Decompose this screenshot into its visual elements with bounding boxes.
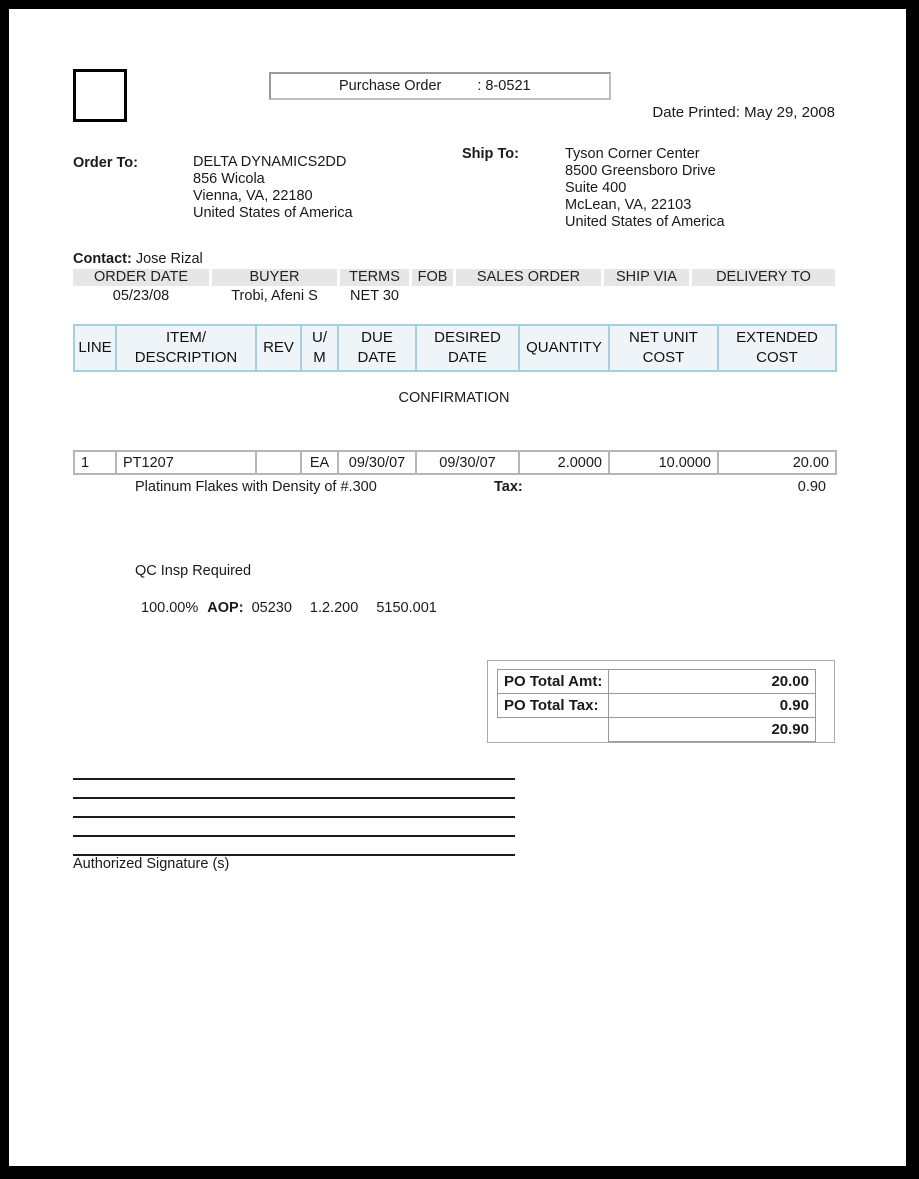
authorized-signature-label: Authorized Signature (s) <box>73 856 230 872</box>
order-info-header-sales-order: SALES ORDER <box>456 269 601 286</box>
aop-value: 5150.001 <box>376 600 437 616</box>
aop-percent: 100.00% <box>141 600 199 616</box>
order-info-header-terms: TERMS <box>340 269 409 286</box>
order-info-table <box>73 269 835 305</box>
quantity-cell: 2.0000 <box>519 451 609 474</box>
po-total-tax-label: PO Total Tax: <box>497 693 609 718</box>
col-header-quantity: QUANTITY <box>519 325 609 371</box>
order-info-header-delivery-to: DELIVERY TO <box>692 269 835 286</box>
line-item-row <box>73 450 837 475</box>
po-total-amt-label: PO Total Amt: <box>497 669 609 694</box>
po-totals-box <box>487 660 835 743</box>
col-header-net-unit-cost: NET UNIT COST <box>609 325 718 371</box>
order-date-value: 05/23/08 <box>112 288 170 304</box>
ship-to-line: Suite 400 <box>565 180 627 196</box>
aop-label: AOP: <box>207 600 244 616</box>
qc-inspection-note: QC Insp Required <box>135 563 252 579</box>
ship-to-address <box>565 146 725 231</box>
col-header-item-description: ITEM/ DESCRIPTION <box>116 325 256 371</box>
contact-line <box>73 251 203 267</box>
ship-to-line: Tyson Corner Center <box>565 146 700 162</box>
col-header-desired-date: DESIRED DATE <box>416 325 519 371</box>
line-number-cell: 1 <box>74 451 116 474</box>
signature-line <box>73 835 515 837</box>
col-header-extended-cost: EXTENDED COST <box>718 325 836 371</box>
signature-line <box>73 778 515 780</box>
logo-placeholder-box <box>73 69 127 122</box>
po-total-tax-value: 0.90 <box>608 693 816 718</box>
net-unit-cost-cell: 10.0000 <box>609 451 718 474</box>
line-items-header-table <box>73 324 837 372</box>
po-grand-total-value: 20.90 <box>608 717 816 742</box>
col-header-line: LINE <box>74 325 116 371</box>
ship-via-value <box>604 288 689 305</box>
terms-value: NET 30 <box>350 288 399 304</box>
tax-value: 0.90 <box>797 479 826 495</box>
col-header-due-date: DUE DATE <box>338 325 416 371</box>
item-cell: PT1207 <box>116 451 256 474</box>
po-number: : 8-0521 <box>477 78 531 94</box>
aop-value: 1.2.200 <box>309 600 359 616</box>
order-info-header-fob: FOB <box>412 269 453 286</box>
contact-label: Contact: <box>73 251 132 267</box>
signature-line <box>73 797 515 799</box>
signature-line <box>73 816 515 818</box>
order-to-line: Vienna, VA, 22180 <box>193 188 313 204</box>
order-info-header-order-date: ORDER DATE <box>73 269 209 286</box>
document-page <box>9 9 906 1166</box>
order-to-line: DELTA DYNAMICS2DD <box>193 154 347 170</box>
extended-cost-cell: 20.00 <box>718 451 836 474</box>
col-header-rev: REV <box>256 325 301 371</box>
date-printed: Date Printed: May 29, 2008 <box>652 104 835 121</box>
due-date-cell: 09/30/07 <box>338 451 416 474</box>
order-to-label: Order To: <box>73 155 138 171</box>
order-info-values-row <box>73 288 835 305</box>
ship-to-label: Ship To: <box>462 146 519 162</box>
order-info-header-buyer: BUYER <box>212 269 337 286</box>
delivery-to-value <box>692 288 835 305</box>
confirmation-text: CONFIRMATION <box>398 390 510 406</box>
buyer-value: Trobi, Afeni S <box>231 288 318 304</box>
um-cell: EA <box>301 451 338 474</box>
ship-to-line: McLean, VA, 22103 <box>565 197 692 213</box>
order-info-header-ship-via: SHIP VIA <box>604 269 689 286</box>
ship-to-line: United States of America <box>565 214 725 230</box>
desired-date-cell: 09/30/07 <box>416 451 519 474</box>
order-to-line: 856 Wicola <box>193 171 265 187</box>
aop-value: 05230 <box>251 600 292 616</box>
aop-line <box>141 600 451 616</box>
po-number-box <box>269 72 611 100</box>
order-info-header-row <box>73 269 835 286</box>
order-to-address <box>193 154 353 222</box>
tax-label: Tax: <box>494 479 523 495</box>
contact-name: Jose Rizal <box>135 251 203 267</box>
fob-value <box>412 288 453 305</box>
rev-cell <box>256 451 301 474</box>
ship-to-line: 8500 Greensboro Drive <box>565 163 716 179</box>
po-total-amt-value: 20.00 <box>608 669 816 694</box>
sales-order-value <box>456 288 601 305</box>
po-title: Purchase Order <box>339 78 442 94</box>
col-header-um: U/ M <box>301 325 338 371</box>
item-description: Platinum Flakes with Density of #.300 <box>135 479 377 495</box>
order-to-line: United States of America <box>193 205 353 221</box>
